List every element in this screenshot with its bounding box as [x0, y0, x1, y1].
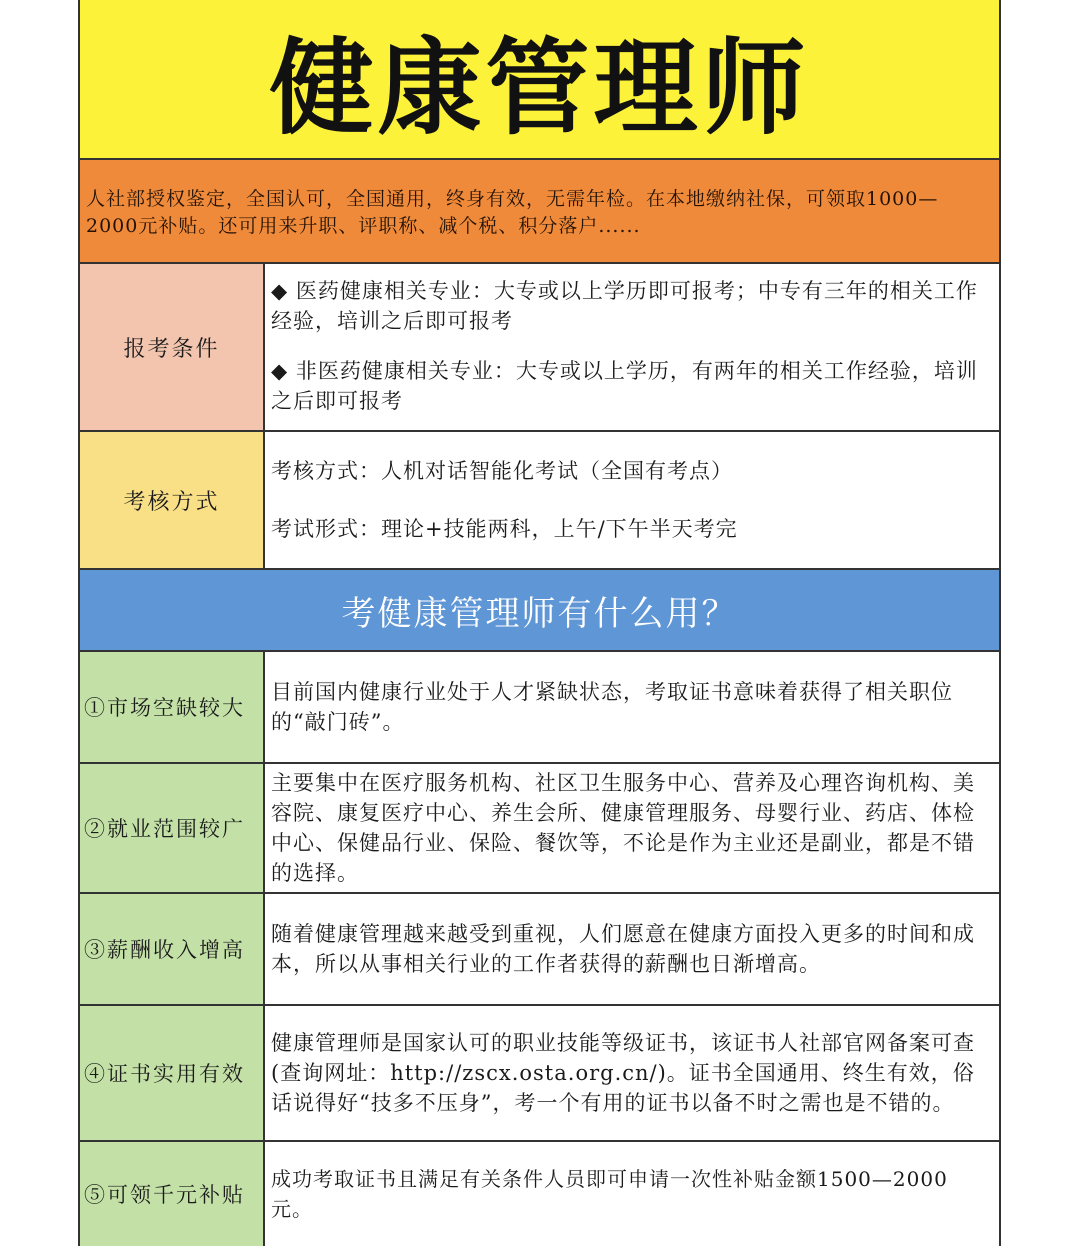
use-body [265, 894, 999, 1004]
use-label: ⑤可领千元补贴 [80, 1142, 265, 1246]
exam-body [265, 432, 999, 568]
condition-item-nonmedical: ◆ 非医药健康相关专业：大专或以上学历，有两年的相关工作经验，培训之后即可报考 [271, 359, 978, 413]
intro-banner [80, 160, 999, 264]
page-title: 健康管理师 [269, 27, 810, 149]
title-banner [80, 0, 999, 160]
conditions-label: 报考条件 [80, 264, 265, 430]
use-text: 目前国内健康行业处于人才紧缺状态，考取证书意味着获得了相关职位的“敲门砖”。 [271, 680, 953, 734]
condition-item-medical: ◆ 医药健康相关专业：大专或以上学历即可报考；中专有三年的相关工作经验，培训之后即可报考 [271, 279, 978, 333]
use-row-market [80, 652, 999, 764]
exam-row [80, 432, 999, 570]
use-label: ①市场空缺较大 [80, 652, 265, 762]
exam-label: 考核方式 [80, 432, 265, 568]
conditions-body [265, 264, 999, 430]
use-text: 随着健康管理越来越受到重视，人们愿意在健康方面投入更多的时间和成本，所以从事相关行业的工作者获得的薪酬也日渐增高。 [271, 922, 975, 976]
info-sheet [78, 0, 1001, 1246]
intro-text: 人社部授权鉴定，全国认可，全国通用，终身有效，无需年检。在本地缴纳社保，可领取1000—2000元补贴。还可用来升职、评职称、减个税、积分落户...... [86, 188, 939, 237]
use-label: ③薪酬收入增高 [80, 894, 265, 1004]
use-body [265, 1142, 999, 1246]
use-text: 成功考取证书且满足有关条件人员即可申请一次性补贴金额1500—2000元。 [271, 1167, 948, 1221]
use-row-subsidy [80, 1142, 999, 1246]
use-body [265, 1006, 999, 1140]
conditions-row [80, 264, 999, 432]
section-header [80, 570, 999, 652]
use-text: 健康管理师是国家认可的职业技能等级证书，该证书人社部官网备案可查(查询网址：http://zscx.osta.org.cn/)。证书全国通用、终生有效，俗话说得好“技多不压身”，考一个有用的证书以备不时之需也是不错的。 [271, 1031, 975, 1115]
use-row-salary [80, 894, 999, 1006]
use-label: ②就业范围较广 [80, 764, 265, 892]
exam-format: 考试形式：理论+技能两科，上午/下午半天考完 [271, 517, 738, 541]
use-row-employment [80, 764, 999, 894]
use-text: 主要集中在医疗服务机构、社区卫生服务中心、营养及心理咨询机构、美容院、康复医疗中心、养生会所、健康管理服务、母婴行业、药店、体检中心、保健品行业、保险、餐饮等，不论是作为主业还是副业，都是不错的选择。 [271, 771, 975, 885]
use-body [265, 652, 999, 762]
exam-method: 考核方式：人机对话智能化考试（全国有考点） [271, 459, 733, 483]
use-body [265, 764, 999, 892]
use-row-certificate [80, 1006, 999, 1142]
use-label: ④证书实用有效 [80, 1006, 265, 1140]
section-title: 考健康管理师有什么用？ [341, 593, 738, 634]
